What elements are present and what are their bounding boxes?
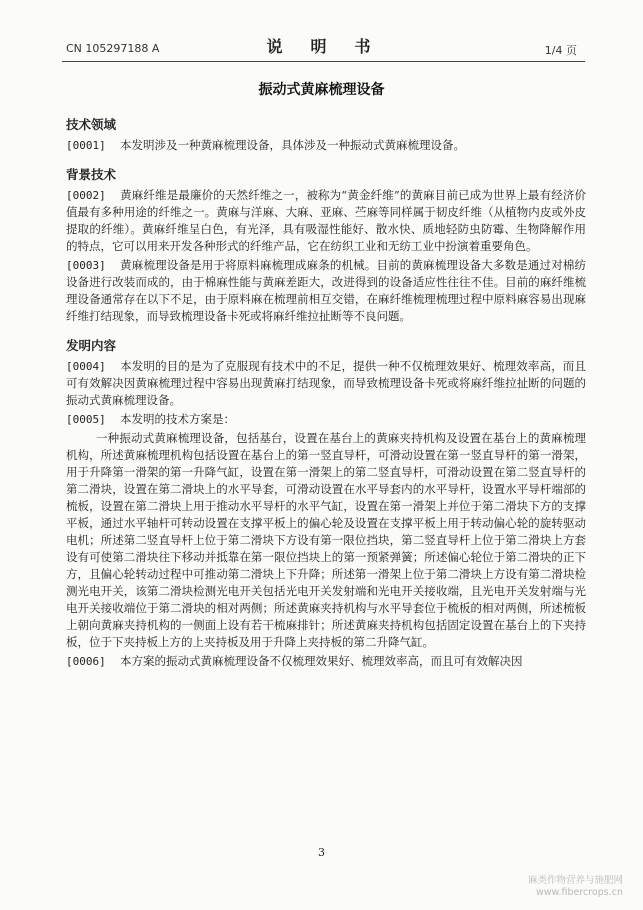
section-heading-invention: 发明内容 — [66, 338, 117, 353]
paragraph-0003 — [66, 257, 586, 325]
paragraph-text: 本方案的振动式黄麻梳理设备不仅梳理效果好、梳理效率高，而且可有效解决因 — [120, 654, 523, 668]
page-number: 3 — [318, 846, 325, 859]
section-heading-tech-field: 技术领域 — [66, 117, 117, 132]
paragraph-text: 本发明的技术方案是： — [120, 412, 235, 426]
paragraph-text: 本发明涉及一种黄麻梳理设备，具体涉及一种振动式黄麻梳理设备。 — [120, 138, 465, 152]
paragraph-0001 — [66, 137, 586, 154]
paragraph-number: [0004] — [66, 360, 106, 373]
patent-number: CN 105297188 A — [66, 42, 160, 55]
paragraph-number: [0002] — [66, 189, 106, 202]
paragraph-text: 黄麻纤维是最廉价的天然纤维之一，被称为“黄金纤维”的黄麻目前已成为世界上最有经济价值最有多种用途的纤维之一。黄麻与洋麻、大麻、亚麻、苎麻等同样属于韧皮纤维（从植物内皮或外皮提取的纤维）。黄麻纤维呈白色，有光泽，具有吸湿性能好、散水快、质地轻防虫防霉、生物降解作用的特点，它可以用来开发各种形式的纤维产品，它在纺织工业和无纺工业中扮演着重要角色。 — [66, 188, 586, 253]
paragraph-0004 — [66, 358, 586, 409]
paragraph-0005-claim: 一种振动式黄麻梳理设备，包括基台，设置在基台上的黄麻夹持机构及设置在基台上的黄麻梳理机构，所述黄麻梳理机构包括设置在基台上的第一竖直导杆，可滑动设置在第一竖直导杆的第一滑架，用于升降第一滑架的第一升降气缸，设置在第一滑架上的第二竖直导杆，可滑动设置在第二竖直导杆的第二滑块，设置在第二滑块上的水平导套，可滑动设置在水平导套内的水平导杆，设置水平导杆端部的梳板，设置在第二滑块上用于推动水平导杆的水平气缸，设置在第一滑架上并位于第二滑块下方的支撑平板，通过水平轴杆可转动设置在支撑平板上的偏心轮及设置在支撑平板上用于转动偏心轮的旋转驱动电机；所述第二竖直导杆上位于第二滑块下方设有第一限位挡块，第二竖直导杆上位于第二滑块上方套设有可使第二滑块往下移动并抵靠在第一限位挡块上的第一预紧弹簧；所述偏心轮位于第二滑块的正下方，且偏心轮转动过程中可推动第二滑块上下升降；所述第一滑架上位于第二滑块上方设有第二滑块检测光电开关，该第二滑块检测光电开关包括光电开关发射端和光电开关接收端，且光电开关发射端与光电开关接收端位于第二滑块的相对两侧；所述黄麻夹持机构与水平导套位于梳板的相对两侧，所述梳板上朝向黄麻夹持机构的一侧面上设有若干梳麻排针；所述黄麻夹持机构包括固定设置在基台上的下夹持板，位于下夹持板上方的上夹持板及用于升降上夹持板的第二升降气缸。 — [66, 431, 586, 649]
watermark — [528, 875, 623, 899]
paragraph-0002 — [66, 187, 586, 255]
page-label: 1/4 页 — [544, 44, 577, 57]
paragraph-number: [0006] — [66, 655, 106, 668]
header-divider — [62, 61, 585, 62]
section-heading-background: 背景技术 — [66, 167, 117, 182]
paragraph-text: 黄麻梳理设备是用于将原料麻梳理成麻条的机械。目前的黄麻梳理设备大多数是通过对棉纺设备进行改装而成的，由于棉麻性能与黄麻差距大，改进得到的设备适应性往往不佳。目前的麻纤维梳理设备通常存在以下不足，由于原料麻在梳理前相互交错，在麻纤维梳理梳理过程中原料麻容易出现麻纤维打结现象，而导致梳理设备卡死或将麻纤维拉扯断等不良问题。 — [66, 258, 586, 323]
watermark-line-1: 麻类作物营养与施肥网 — [527, 875, 623, 886]
paragraph-number: [0001] — [66, 139, 106, 152]
paragraph-text: 本发明的目的是为了克服现有技术中的不足，提供一种不仅梳理效果好、梳理效率高，而且可有效解决因黄麻梳理过程中容易出现黄麻打结现象，而导致梳理设备卡死或将麻纤维拉扯断的问题的振动式黄麻梳理设备。 — [66, 359, 586, 407]
document-type-heading: 说 明 书 — [266, 37, 377, 56]
paragraph-0005 — [66, 411, 586, 428]
paragraph-number: [0003] — [66, 259, 106, 272]
document-body — [66, 116, 586, 672]
paragraph-number: [0005] — [66, 413, 106, 426]
document-title: 振动式黄麻梳理设备 — [258, 82, 385, 98]
watermark-line-2: www.fibercrops.cn — [536, 887, 623, 898]
paragraph-0006 — [66, 653, 586, 670]
